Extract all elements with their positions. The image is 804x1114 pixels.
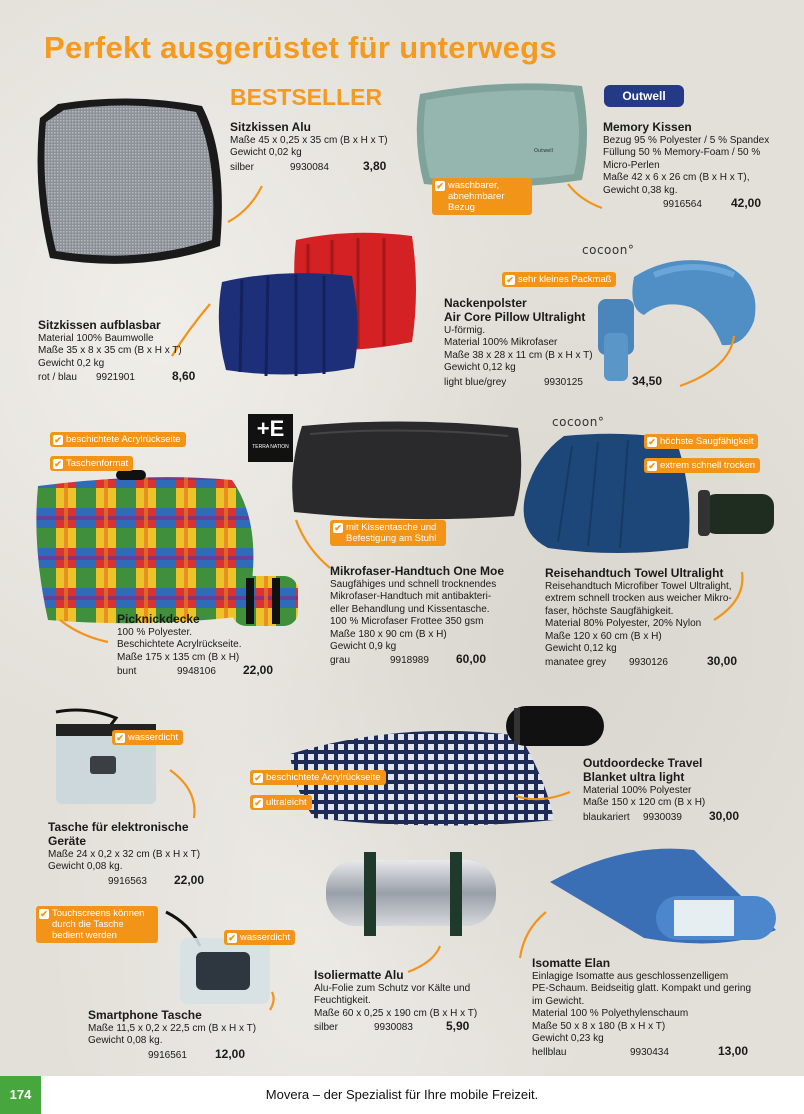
variant: grau [330, 655, 351, 667]
product-name: Sitzkissen Alu [230, 120, 311, 134]
check-icon: ✔ [648, 461, 656, 471]
bestseller-heading: BESTSELLER [230, 84, 383, 110]
cocoon-logo: cocoon° [582, 243, 635, 257]
product-picknickdecke [117, 612, 281, 678]
product-outdoordecke [583, 756, 753, 824]
product-nackenpolster [444, 296, 666, 389]
svg-text:Outwell: Outwell [534, 148, 554, 154]
tag-smartphone-1: ✔ Touchscreens können durch die Tasche bedient werden [36, 906, 158, 943]
article-number: 9916561 [148, 1049, 187, 1061]
spec-line: Gewicht 0,12 kg [545, 643, 617, 655]
spec-line: Maße 60 x 0,25 x 190 cm (B x H x T) [314, 1007, 478, 1019]
product-tasche-elektronik [48, 820, 218, 888]
spec-line: Micro-Perlen [603, 159, 660, 171]
terra-nation-mark: +E [256, 416, 285, 441]
variant: silber [230, 161, 254, 173]
spec-line: im Gewicht. [532, 995, 585, 1007]
product-name: Tasche für elektronische Geräte [48, 820, 189, 848]
spec-line: 100 % Microfaser Frottee 350 gsm [330, 616, 484, 628]
spec-line: PE-Schaum. Beidseitig glatt. Kompakt und gering [532, 983, 752, 995]
page-title: Perfekt ausgerüstet für unterwegs [44, 30, 557, 65]
price-row [230, 160, 390, 174]
spec-line: Gewicht 0,9 kg [330, 641, 397, 653]
spec-line: Gewicht 0,02 kg [230, 147, 302, 159]
spec-line: Material 80% Polyester, 20% Nylon [545, 618, 702, 630]
product-name-2: Blanket ultra light [583, 770, 685, 784]
article-number: 9930039 [643, 811, 682, 823]
product-name: Mikrofaser-Handtuch One Moe [330, 564, 505, 578]
product-name: Isoliermatte Alu [314, 968, 404, 982]
spec-line: Material 100% Mikrofaser [444, 337, 558, 349]
price-row [330, 653, 510, 667]
spec-line: Gewicht 0,08 kg. [48, 861, 123, 873]
spec-line: extrem schnell trocken aus weicher Mikro- [545, 593, 732, 605]
variant: light blue/grey [444, 376, 507, 388]
variant: bunt [117, 666, 137, 678]
spec-line: Maße 50 x 8 x 180 (B x H x T) [532, 1020, 666, 1032]
check-icon: ✔ [228, 933, 236, 943]
spec-line: Maße 24 x 0,2 x 32 cm (B x H x T) [48, 849, 201, 860]
tag-picknick-2: ✔ Taschenformat [50, 456, 133, 471]
tag-memory-kissen: ✔ waschbarer, abnehmbarer Bezug [432, 178, 532, 215]
article-number: 9948106 [177, 666, 216, 678]
spec-line: U-förmig. [444, 325, 486, 336]
price-row [532, 1045, 758, 1059]
check-icon: ✔ [254, 773, 262, 783]
product-name: Reisehandtuch Towel Ultralight [545, 566, 724, 580]
price-row [545, 655, 751, 669]
spec-line: Maße 150 x 120 cm (B x H) [583, 797, 706, 809]
check-icon: ✔ [506, 275, 514, 285]
product-name: Outdoordecke Travel [583, 756, 703, 770]
article-number: 9930434 [630, 1047, 669, 1059]
footer-slogan: Movera – der Spezialist für Ihre mobile Freizeit. [265, 1087, 539, 1102]
price-row [88, 1048, 258, 1062]
tag-mikrofaser: ✔ mit Kissentasche und Befestigung am Stuhl [330, 520, 446, 546]
price: 5,90 [446, 1019, 470, 1034]
spec-line: Alu-Folie zum Schutz vor Kälte und [314, 983, 471, 994]
check-icon: ✔ [648, 437, 656, 447]
article-number: 9930084 [290, 161, 329, 173]
tag-reisehandtuch-1: ✔ höchste Saugfähigkeit [644, 434, 758, 449]
product-smartphone-tasche [88, 1008, 258, 1062]
price: 22,00 [174, 872, 205, 887]
product-sitzkissen-aufblasbar [38, 318, 203, 384]
price: 30,00 [709, 808, 740, 823]
product-isomatte-elan [532, 956, 758, 1059]
spec-line: Gewicht 0,08 kg. [88, 1035, 163, 1047]
spec-line: faser, höchste Saugfähigkeit. [545, 605, 674, 617]
product-isoliermatte-alu [314, 968, 484, 1034]
page-number: 174 [0, 1076, 41, 1114]
check-icon: ✔ [54, 435, 62, 445]
spec-line: Maße 175 x 135 cm (B x H) [117, 651, 240, 663]
spec-line: Maße 11,5 x 0,2 x 22,5 cm (B x H x T) [88, 1023, 257, 1034]
spec-line: Material 100 % Polyethylenschaum [532, 1008, 689, 1020]
price-row [583, 810, 753, 824]
product-memory-kissen [603, 120, 773, 211]
tag-smartphone-2: ✔ wasserdicht [224, 930, 295, 945]
price: 13,00 [718, 1044, 749, 1059]
spec-line: Maße 180 x 90 cm (B x H) [330, 628, 447, 640]
price: 60,00 [456, 652, 487, 667]
price-row [117, 664, 281, 678]
price-row [603, 197, 773, 211]
cocoon-logo-2: cocoon° [552, 415, 605, 429]
article-number: 9918989 [390, 655, 429, 667]
spec-line: 100 % Polyester. [117, 627, 193, 638]
spec-line: Maße 35 x 8 x 35 cm (B x H x T) [38, 345, 182, 357]
tag-outdoordecke-1: ✔ beschichtete Acrylrückseite [250, 770, 386, 785]
price: 30,00 [707, 654, 738, 669]
product-reisehandtuch [545, 566, 751, 669]
check-icon: ✔ [54, 459, 62, 469]
tag-nackenpolster: ✔ sehr kleines Packmaß [502, 272, 616, 287]
price-row [38, 370, 203, 384]
variant: manatee grey [545, 657, 607, 669]
price: 34,50 [632, 373, 663, 388]
check-icon: ✔ [334, 523, 342, 533]
product-name: Sitzkissen aufblasbar [38, 318, 161, 332]
tag-outdoordecke-2: ✔ ultraleicht [250, 795, 312, 810]
product-name: Memory Kissen [603, 120, 692, 134]
spec-line: Material 100% Baumwolle [38, 333, 154, 344]
variant: silber [314, 1022, 338, 1034]
spec-line: Material 100% Polyester [583, 785, 692, 796]
check-icon: ✔ [436, 181, 444, 191]
check-icon: ✔ [40, 909, 48, 919]
spec-line: Gewicht 0,12 kg [444, 362, 516, 374]
outwell-logo: Outwell [604, 85, 684, 107]
product-sitzkissen-alu [230, 120, 390, 174]
price-row [48, 874, 218, 888]
article-number: 9916564 [663, 199, 702, 211]
spec-line: Maße 45 x 0,25 x 35 cm (B x H x T) [230, 135, 388, 146]
price: 22,00 [243, 663, 274, 678]
spec-line: Beschichtete Acrylrückseite. [117, 639, 242, 651]
article-number: 9930083 [374, 1022, 413, 1034]
spec-line: Maße 120 x 60 cm (B x H) [545, 630, 662, 642]
check-icon: ✔ [116, 733, 124, 743]
spec-line: eller Behandlung und Kissentasche. [330, 603, 490, 615]
product-mikrofaser-handtuch [330, 564, 510, 667]
tag-tasche-elektronik: ✔ wasserdicht [112, 730, 183, 745]
article-number: 9930125 [544, 376, 583, 388]
article-number: 9921901 [96, 372, 135, 384]
spec-line: Reisehandtuch Microfiber Towel Ultralight, [545, 581, 732, 592]
spec-line: Bezug 95 % Polyester / 5 % Spandex [603, 135, 770, 146]
spec-line: Gewicht 0,38 kg. [603, 184, 678, 196]
tag-picknick-1: ✔ beschichtete Acrylrückseite [50, 432, 186, 447]
price: 42,00 [731, 196, 762, 211]
spec-line: Mikrofaser-Handtuch mit antibakteri- [330, 591, 492, 603]
spec-line: Füllung 50 % Memory-Foam / 50 % [603, 147, 761, 159]
spec-line: Maße 38 x 28 x 11 cm (B x H x T) [444, 349, 593, 361]
spec-line: Gewicht 0,23 kg [532, 1033, 604, 1045]
product-name: Isomatte Elan [532, 956, 611, 970]
tag-reisehandtuch-2: ✔ extrem schnell trocken [644, 458, 760, 473]
article-number: 9930126 [629, 657, 668, 669]
product-name: Picknickdecke [117, 612, 200, 626]
price: 12,00 [215, 1046, 246, 1061]
article-number: 9916563 [108, 875, 147, 887]
spec-line: Saugfähiges und schnell trocknendes [330, 579, 497, 590]
variant: hellblau [532, 1047, 567, 1059]
spec-line: Feuchtigkeit. [314, 995, 371, 1007]
product-name-2: Air Core Pillow Ultralight [444, 310, 586, 324]
spec-line: Gewicht 0,2 kg [38, 357, 105, 369]
product-name: Nackenpolster [444, 296, 527, 310]
variant: rot / blau [38, 372, 77, 384]
terra-nation-name: TERRA NATION [252, 444, 289, 450]
variant: blaukariert [583, 811, 630, 823]
spec-line: Einlagige Isomatte aus geschlossenzelligem [532, 971, 729, 982]
product-name: Smartphone Tasche [88, 1008, 202, 1022]
check-icon: ✔ [254, 798, 262, 808]
price-row [314, 1020, 484, 1034]
price-row [444, 375, 666, 389]
price: 8,60 [172, 369, 196, 384]
page-footer [0, 1076, 804, 1114]
price: 3,80 [363, 158, 387, 173]
spec-line: Maße 42 x 6 x 26 cm (B x H x T), [603, 172, 750, 184]
